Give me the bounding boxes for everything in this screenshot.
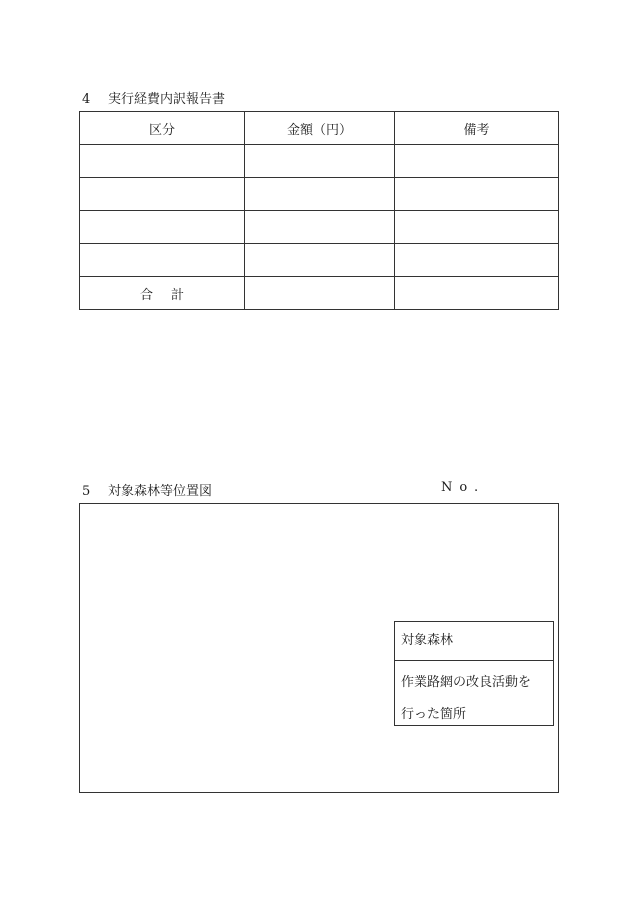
table-row [80, 178, 559, 211]
header-amount: 金額（円） [245, 112, 395, 145]
expense-breakdown-table [79, 111, 559, 310]
legend-road-label-line1: 作業路網の改良活動を [401, 675, 532, 690]
section-5-heading [82, 480, 212, 499]
table-row [80, 145, 559, 178]
total-amount-cell[interactable] [245, 277, 395, 310]
legend-road-label-line2: 行った箇所 [401, 707, 467, 722]
category-cell[interactable] [80, 178, 245, 211]
category-cell[interactable] [80, 145, 245, 178]
category-cell[interactable] [80, 244, 245, 277]
header-remarks: 備考 [395, 112, 559, 145]
amount-cell[interactable] [245, 178, 395, 211]
category-cell[interactable] [80, 211, 245, 244]
section-5-title: 対象森林等位置図 [108, 484, 213, 499]
legend-road-label [395, 661, 553, 731]
amount-cell[interactable] [245, 244, 395, 277]
amount-cell[interactable] [245, 145, 395, 178]
total-label: 合計 [80, 277, 245, 310]
amount-cell[interactable] [245, 211, 395, 244]
legend-forest-label: 対象森林 [395, 622, 553, 661]
section-4-number: 4 [82, 92, 91, 107]
table-header-row [80, 112, 559, 145]
section-4-heading [82, 88, 225, 107]
header-category: 区分 [80, 112, 245, 145]
table-total-row [80, 277, 559, 310]
remarks-cell[interactable] [395, 178, 559, 211]
total-remarks-cell[interactable] [395, 277, 559, 310]
remarks-cell[interactable] [395, 244, 559, 277]
remarks-cell[interactable] [395, 211, 559, 244]
section-5-number: 5 [82, 484, 91, 499]
number-label: No. [441, 480, 486, 495]
table-row [80, 211, 559, 244]
remarks-cell[interactable] [395, 145, 559, 178]
section-4-title: 実行経費内訳報告書 [108, 92, 226, 107]
map-legend [394, 621, 554, 726]
table-row [80, 244, 559, 277]
